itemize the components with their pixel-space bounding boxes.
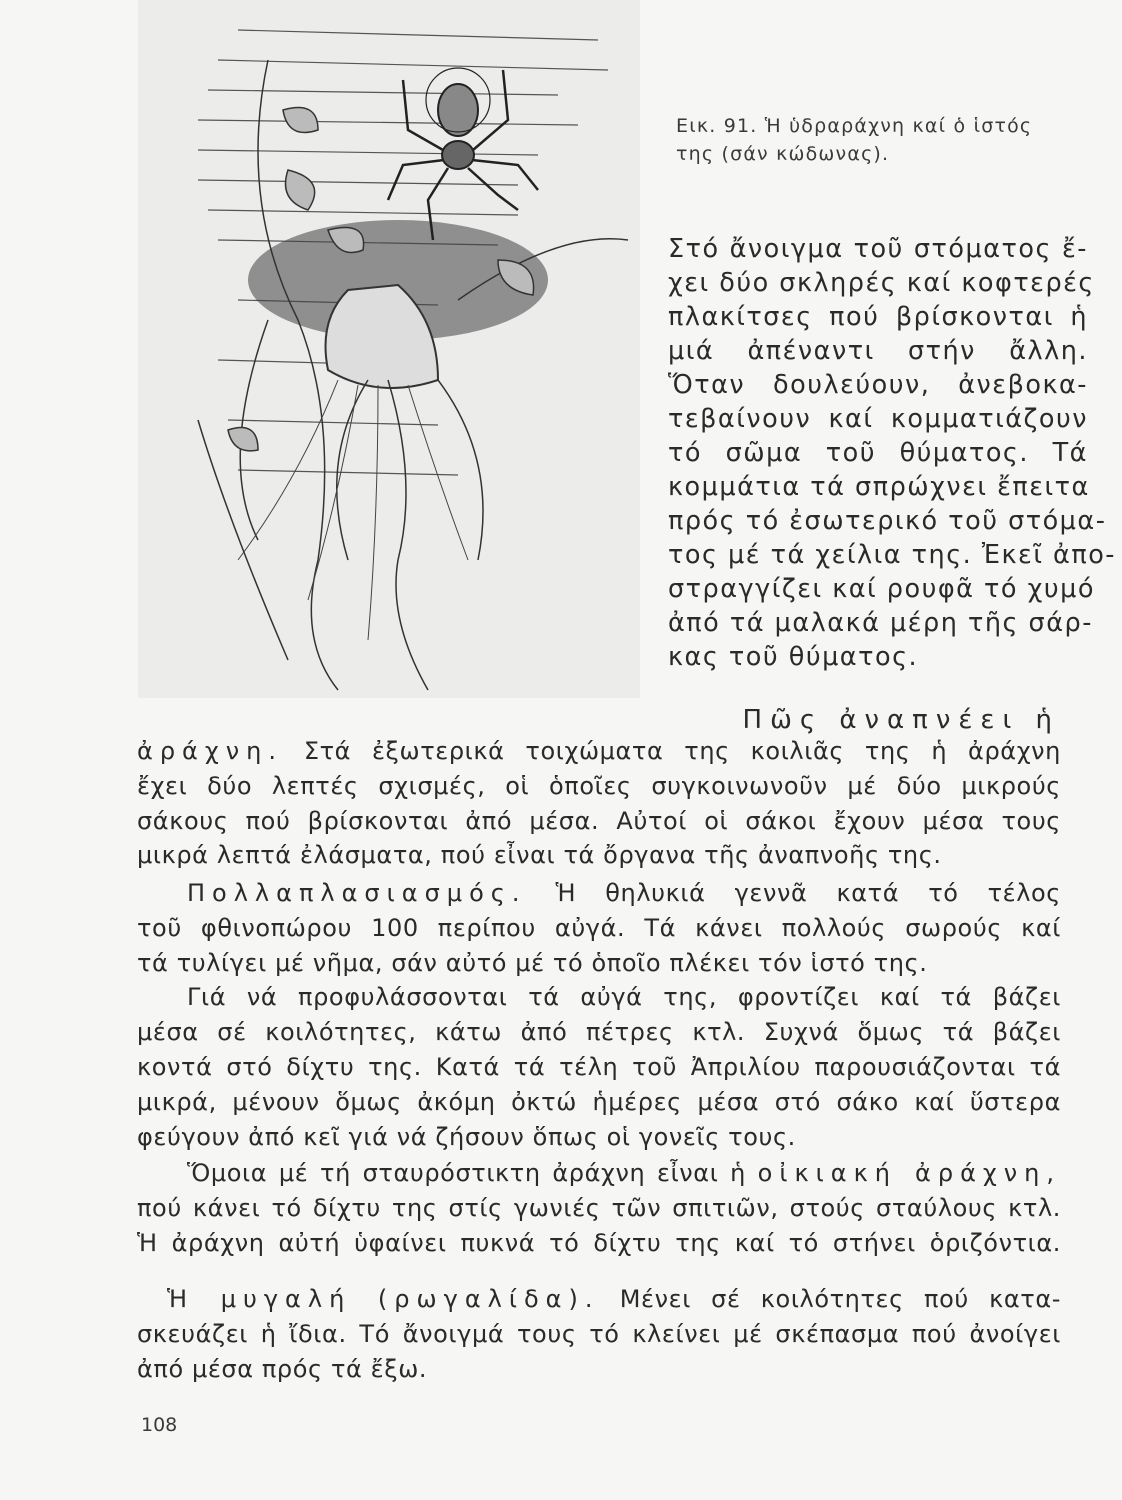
text-line: κοντά στό δίχτυ της. Κατά τά τέλη τοῦ Ἀπριλίου παρουσιάζονται τά xyxy=(137,1052,1061,1081)
text-line: τοῦ φθινοπώρου 100 περίπου αὐγά. Τά κάνει πολλούς σωρούς καί xyxy=(137,913,1061,942)
text-line: Ὅμοια μέ τή σταυρόστικτη ἀράχνη εἶναι ἡ xyxy=(187,1159,746,1187)
breathing-heading: Πῶς ἀναπνέει ἡ xyxy=(742,705,1060,735)
text-line: τεβαίνουν καί κομματιάζουν xyxy=(668,404,1088,434)
text-line: πού κάνει τό δίχτυ της στίς γωνιές τῶν σπιτιῶν, στούς σταύλους κτλ. xyxy=(137,1193,1061,1222)
reproduction-heading: Πολλαπλασιασμός. xyxy=(187,879,527,907)
text-line: ἔχει δύο λεπτές σχισμές, οἱ ὁποῖες συγκοινωνοῦν μέ δύο μικρούς xyxy=(137,771,1061,800)
text-line: ἀπό μέσα πρός τά ἔξω. xyxy=(137,1354,428,1383)
tarantula-heading: Ἡ μυγαλή (ρωγαλίδα). xyxy=(167,1285,600,1313)
text-line: σάκους πού βρίσκονται ἀπό μέσα. Αὐτοί οἱ σάκοι ἔχουν μέσα τους xyxy=(137,806,1061,835)
text-line: Ὅταν δουλεύουν, ἀνεβοκα- xyxy=(668,370,1088,400)
text-line: πλακίτσες πού βρίσκονται ἡ xyxy=(668,302,1088,332)
page-number: 108 xyxy=(141,1414,178,1436)
breathing-paragraph xyxy=(137,734,1061,873)
figure-91-illustration xyxy=(138,0,640,698)
water-spider-drawing xyxy=(138,0,640,698)
text-line: μέσα σέ κοιλότητες, κάτω ἀπό πέτρες κτλ. Συχνά ὅμως τά βάζει xyxy=(137,1018,1061,1047)
house-spider-paragraph xyxy=(137,1156,1061,1260)
text-line: τό σῶμα τοῦ θύματος. Τά xyxy=(668,438,1088,468)
text-line: Ἡ θηλυκιά γεννᾶ κατά τό τέλος xyxy=(555,879,1061,907)
side-paragraph xyxy=(668,232,1117,674)
trailing-roots xyxy=(238,380,468,640)
text-line: φεύγουν ἀπό κεῖ γιά νά ζήσουν ὅπως οἱ γονεῖς τους. xyxy=(137,1122,796,1151)
text-line: Στά ἐξωτερικά τοιχώματα της κοιλιᾶς της ἡ ἀράχνη xyxy=(303,737,1061,765)
text-line: μικρά λεπτά ἐλάσματα, πού εἶναι τά ὄργανα τῆς ἀναπνοῆς της. xyxy=(137,841,942,870)
text-line: τά τυλίγει μέ νῆμα, σάν αὐτό μέ τό ὁποῖο πλέκει τόν ἱστό της. xyxy=(137,948,928,977)
text-line: ἀπό τά μαλακά μέρη τῆς σάρ- xyxy=(668,608,1093,638)
text-line: κας τοῦ θύματος. xyxy=(668,642,919,672)
text-line: Μένει σέ κοιλότητες πού κατα- xyxy=(619,1285,1061,1313)
house-spider-name: οἰκιακή ἀράχνη, xyxy=(757,1159,1062,1187)
text-line: σκευάζει ἡ ἴδια. Τό ἄνοιγμά τους τό κλείνει μέ σκέπασμα πού ἀνοίγει xyxy=(137,1319,1061,1348)
text-line: Ἡ ἀράχνη αὐτή ὑφαίνει πυκνά τό δίχτυ της καί τό στήνει ὁριζόντια. xyxy=(137,1228,1061,1257)
figure-caption xyxy=(676,112,1076,168)
text-line: στραγγίζει καί ρουφᾶ τό χυμό xyxy=(668,574,1095,604)
text-line: χει δύο σκληρές καί κοφτερές xyxy=(668,268,1095,298)
text-line: μικρά, μένουν ὅμως ἀκόμη ὀκτώ ἡμέρες μέσα στό σάκο καί ὕστερα xyxy=(137,1087,1061,1116)
text-line: Γιά νά προφυλάσσονται τά αὐγά της, φροντίζει καί τά βάζει xyxy=(187,983,1061,1012)
caption-line: της (σάν κώδωνας). xyxy=(676,143,890,165)
breathing-heading-end: ἀράχνη. xyxy=(137,737,283,765)
text-line: πρός τό ἐσωτερικό τοῦ στόμα- xyxy=(668,506,1107,536)
text-line: κομμάτια τά σπρώχνει ἔπειτα xyxy=(668,472,1090,502)
tarantula-paragraph xyxy=(137,1282,1061,1386)
text-line: Στό ἄνοιγμα τοῦ στόματος ἔ- xyxy=(668,234,1088,264)
text-line: μιά ἀπέναντι στήν ἄλλη. xyxy=(668,336,1088,366)
caption-line: Εικ. 91. Ἡ ὑδραράχνη καί ὁ ἱστός xyxy=(676,115,1033,137)
text-line: τος μέ τά χείλια της. Ἐκεῖ ἀπο- xyxy=(668,540,1117,570)
reproduction-paragraph xyxy=(137,876,1061,1154)
